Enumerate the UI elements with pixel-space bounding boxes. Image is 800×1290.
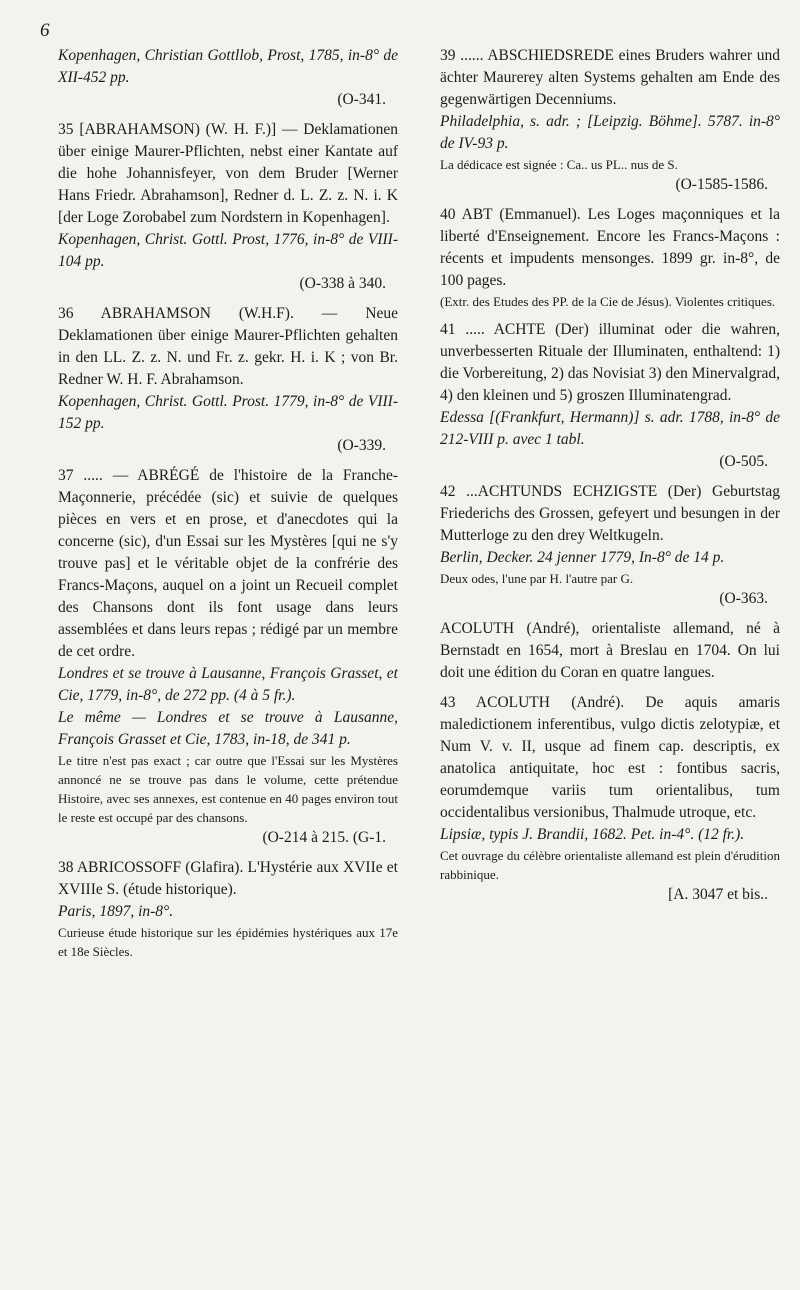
entry-text: ABRICOSSOFF (Glafira). L'Hystérie aux XVIIe et XVIIIe S. (étude historique). [58, 859, 398, 898]
entry-body [440, 692, 780, 824]
entry-text: ABT (Emmanuel). Les Loges maçonniques et la liberté d'Enseignement. Encore les Francs-Maçons : récents et impudents mensonges. 1899 gr. in-8°, de 100 pages. [440, 206, 780, 289]
entry-41 [440, 319, 780, 473]
entry-42 [440, 481, 780, 610]
entry-biography [440, 618, 780, 684]
entry-number: 35 [58, 121, 74, 138]
page-number: 6 [40, 20, 50, 41]
entry-body [58, 465, 398, 663]
entry-number: 42 [440, 483, 456, 500]
entry-body [440, 319, 780, 407]
catalog-ref: [A. 3047 et bis.. [668, 886, 768, 903]
entry-note: Deux odes, l'une par H. l'autre par G. [440, 571, 634, 586]
entry-36 [58, 303, 398, 457]
entry-number: 38 [58, 859, 74, 876]
catalog-ref: (O-338 à 340. [299, 275, 386, 292]
entry-body [58, 303, 398, 391]
entry-text: ACOLUTH (André). De aquis amaris maledictionem inferentibus, vulgo dictis zelotypiæ, et Num V. v. II, usque ad finem cap. descriptis, ex anatolica antiquitate, hoc est : fontibus sacris, eorumdemque variis tum orientalibus, tum occidentalibus versionibus, Thalmude utroque, etc. [440, 694, 780, 821]
entry-number: 36 [58, 305, 74, 322]
imprint: Kopenhagen, Christian Gottllob, Prost, 1785, in-8° de XII-452 pp. [58, 47, 398, 86]
entry-37 [58, 465, 398, 849]
entry-note: Le titre n'est pas exact ; car outre que l'Essai sur les Mystères annoncé ne se trouve pas dans le volume, cette prétendue Histoire, avec ses annexes, est contenue en 40 pages environ tout le reste est occupé par des chansons. [58, 753, 398, 825]
entry-body [440, 45, 780, 111]
catalog-ref: (O-505. [719, 453, 768, 470]
entry-number: 37 [58, 467, 74, 484]
entry-number: 40 [440, 206, 456, 223]
entry-text: ...... ABSCHIEDSREDE eines Bruders wahrer und ächter Maurerey alten Systems gehalten am Ende des gegenwärtigen Decenniums. [440, 47, 780, 108]
catalog-ref: (O-363. [719, 590, 768, 607]
imprint: Lipsiæ, typis J. Brandii, 1682. Pet. in-4°. (12 fr.). [440, 826, 745, 843]
imprint: Paris, 1897, in-8°. [58, 903, 174, 920]
imprint: Kopenhagen, Christ. Gottl. Prost, 1776, in-8° de VIII-104 pp. [58, 231, 398, 270]
imprint-second-edition: Le même — Londres et se trouve à Lausanne, François Grasset et Cie, 1783, in-18, de 341 p. [58, 709, 398, 748]
entry-text: ..... — ABRÉGÉ de l'histoire de la Franche-Maçonnerie, précédée (sic) et suivie de quelques pièces en vers et en prose, et d'anecdotes qui la concerne (sic), d'un Essai sur les Mystères [qui ne s'y trouve pas] et le véritable objet de la confrérie des Francs-Maçons, auquel on a joint un Recueil complet des Chansons dont ils font usage dans leurs assemblées et dans leurs repas ; rédigé par un membre de cet ordre. [58, 467, 399, 660]
imprint: Kopenhagen, Christ. Gottl. Prost. 1779, in-8° de VIII-152 pp. [58, 393, 398, 432]
entry-number: 39 [440, 47, 456, 64]
entry-number: 43 [440, 694, 456, 711]
entry-text: ACOLUTH (André), orientaliste allemand, né à Bernstadt en 1654, mort à Breslau en 1704. On lui doit une édition du Coran en quatre langues. [440, 620, 780, 681]
entry-38 [58, 857, 398, 961]
entry-note: Cet ouvrage du célèbre orientaliste allemand est plein d'érudition rabbinique. [440, 848, 780, 882]
entry-number: 41 [440, 321, 456, 338]
catalog-ref: (O-339. [337, 437, 386, 454]
imprint: Edessa [(Frankfurt, Hermann)] s. adr. 1788, in-8° de 212-VIII p. avec 1 tabl. [440, 409, 780, 448]
imprint: Londres et se trouve à Lausanne, François Grasset, et Cie, 1779, in-8°, de 272 pp. (4 à 5 fr.). [58, 665, 398, 704]
entry-body [440, 481, 780, 547]
entry-39 [440, 45, 780, 196]
catalog-ref: (O-341. [337, 91, 386, 108]
entry-text: ABRAHAMSON (W.H.F). — Neue Deklamationen über einige Maurer-Pflichten gehalten in den LL. Z. z. N. und Fr. z. gekr. H. i. K ; von Br. Redner W. H. F. Abrahamson. [58, 305, 398, 388]
imprint: Philadelphia, s. adr. ; [Leipzig. Böhme]. 5787. in-8° de IV-93 p. [440, 113, 780, 152]
entry-35 [58, 119, 398, 295]
entry-note: La dédicace est signée : Ca.. us PL.. nus de S. [440, 157, 678, 172]
right-column [440, 45, 780, 914]
entry-43 [440, 692, 780, 906]
imprint: Berlin, Decker. 24 jenner 1779, In-8° de 14 p. [440, 549, 725, 566]
entry-text: ..... ACHTE (Der) illuminat oder die wahren, unverbesserten Rituale der Illuminaten, enthaltend: 1) die Vorbereitung, 2) das Novisiat 3) den Minervalgrad, 4) den kleinen und 5) groszen Illuminatengrad. [440, 321, 781, 404]
left-column [58, 45, 398, 969]
entry-note: Curieuse étude historique sur les épidémies hystériques aux 17e et 18e Siècles. [58, 925, 398, 959]
entry-body [440, 204, 780, 292]
entry-text: ...ACHTUNDS ECHZIGSTE (Der) Geburtstag Friederichs des Grossen, gefeyert und besungen in der Mutterloge zu den drey Weltkugeln. [440, 483, 781, 544]
entry-text: [ABRAHAMSON) (W. H. F.)] — Deklamationen über einige Maurer-Pflichten, nebst einer Kantate auf die hohe Johannisfeyer, von dem Bruder [Werner Hans Friedr. Abrahamson], Redner d. L. Z. z. N. i. K [der Loge Zorobabel zum Nordstern in Kopenhagen]. [58, 121, 398, 226]
entry-note: (Extr. des Etudes des PP. de la Cie de Jésus). Violentes critiques. [440, 294, 776, 309]
entry-body [58, 857, 398, 901]
entry-34 [58, 45, 398, 111]
entry-40 [440, 204, 780, 311]
entry-body [58, 119, 398, 229]
catalog-ref: (O-1585-1586. [675, 176, 768, 193]
catalog-ref: (O-214 à 215. (G-1. [262, 829, 386, 846]
